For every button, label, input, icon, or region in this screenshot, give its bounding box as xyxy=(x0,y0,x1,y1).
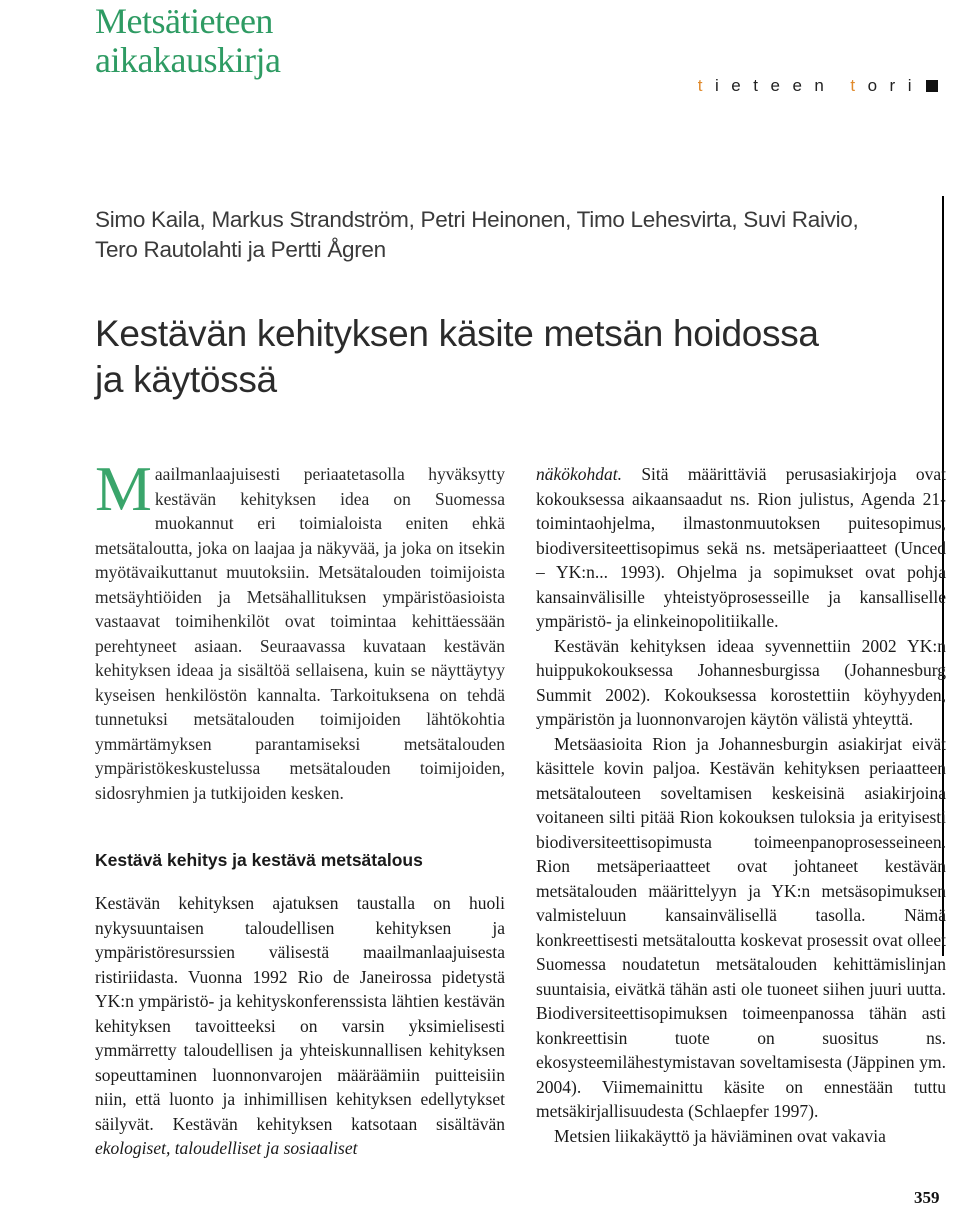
paragraph-1 xyxy=(536,462,946,634)
article-title xyxy=(95,311,935,403)
page-number: 359 xyxy=(914,1188,940,1207)
authors-line2: Tero Rautolahti ja Pertti Ågren xyxy=(95,237,386,262)
body-paragraph xyxy=(95,891,505,1161)
lead-paragraph xyxy=(95,453,505,805)
section-tag-t2: t xyxy=(850,76,868,95)
title-line1: Kestävän kehityksen käsite metsän hoidossa xyxy=(95,313,819,354)
square-icon xyxy=(926,80,938,92)
section-tag xyxy=(698,76,938,96)
title-line2: ja käytössä xyxy=(95,359,277,400)
right-column xyxy=(536,462,946,1148)
journal-title xyxy=(95,2,280,80)
body-text: Kestävän kehityksen ajatuksen taustalla on huoli nykysuuntaisen taloudellisen kehityksen ja ympäristöresurssien välisestä maailmanlaajuisesta ristiriidasta. Vuonna 1992 Rio de Janeirossa pidetystä YK:n ympäristö- ja kehityskonferenssista lähtien kestävän kehityksen tavoitteeksi on varsin yksimielisesti ymmärretty taloudellisen ja yhteiskunnallisen kehityksen sopeuttaminen luonnonvarojen määräämiin puitteisiin niin, että luonto ja inhimillisen kehityksen edellytykset säilyvät. Kestävän kehityksen katsotaan sisältävän xyxy=(95,893,505,1134)
journal-title-line1: Metsätieteen xyxy=(95,1,273,41)
left-column xyxy=(95,453,505,1161)
section-heading: Kestävä kehitys ja kestävä metsätalous xyxy=(95,850,423,870)
paragraph-4: Metsien liikakäyttö ja häviäminen ovat vakavia xyxy=(554,1125,886,1146)
paragraph-2: Kestävän kehityksen ideaa syvennettiin 2002 YK:n huippukokouksessa Johannesburgissa (Johannesburg Summit 2002). Kokouksessa korostettiin köyhyyden, ympäristön ja luonnonvarojen käytön välistä yhteyttä. xyxy=(536,635,946,729)
section-tag-mid: ieteen xyxy=(715,76,837,95)
authors-line1: Simo Kaila, Markus Strandström, Petri Heinonen, Timo Lehesvirta, Suvi Raivio, xyxy=(95,207,859,232)
section-tag-t1: t xyxy=(697,76,716,95)
body-italic-text: ekologiset, taloudelliset ja sosiaaliset xyxy=(95,1138,358,1158)
paragraph-1-text: Sitä määrittäviä perusasiakirjoja ovat kokouksessa aikaansaadut ns. Rion julistus, Agenda 21-toimintaohjelma, ilmastonmuutoksen puitesopimus, biodiversiteettisopimus sekä ns. metsäperiaatteet (Unced – YK:n... 1993). Ohjelma ja sopimukset ovat pohja kansainvälisille yhteistyöprosesseille ja kansalliselle ympäristö- ja elinkeinopolitiikalle. xyxy=(536,464,946,631)
paragraph-1-italic: näkökohdat. xyxy=(536,464,623,484)
journal-title-line2: aikakauskirja xyxy=(95,40,281,80)
section-tag-end: ori xyxy=(867,76,924,95)
article-authors xyxy=(95,205,935,265)
drop-cap: M xyxy=(95,453,152,524)
paragraph-3: Metsäasioita Rion ja Johannesburgin asiakirjat eivät käsittele kovin paljoa. Kestävän kehityksen periaatteen metsätalouteen soveltamisen keskeisinä asiakirjoina voitaneen silti pitää Rion kokouksen tuloksia ja erityisesti biodiversiteettisopimusta toimeenpanoprosesseineen. Rion metsäperiaatteet ovat johtaneet kestävän metsätalouden määrittelyyn ja YK:n metsäsopimuksen valmisteluun kansainvälisellä tasolla. Nämä konkreettisesti metsätaloutta koskevat prosessit ovat olleet Suomessa noudatetun metsätalouden kehittämislinjan suuntaisia, eivätkä tähän asti ole tuoneet siihen juuri uutta. Biodiversiteettisopimuksen toimeenpanossa tähän asti konkreettisin tuote on suositus ns. ekosysteemilähestymistavan soveltamisesta (Jäppinen ym. 2004). Viimemainittu käsite on ennestään tuttu metsäkirjallisuudesta (Schlaepfer 1997). xyxy=(536,733,946,1121)
lead-text: aailmanlaajuisesti periaatetasolla hyväksytty kestävän kehityksen idea on Suomessa muokannut eri toimialoista eniten ehkä metsätaloutta, joka on laajaa ja näkyvää, ja joka on itsekin myötävaikuttanut muutoksiin. Metsätalouden toimijoista metsäyhtiöiden ja Metsähallituksen ympäristöasioista vastaavat toimihenkilöt ovat toimintaa kehittäessään perehtyneet asiaan. Seuraavassa kuvataan kestävän kehityksen ideaa ja sisältöä sellaisena, kuin se näyttäytyy kyseisen henkilöstön kannalta. Tarkoituksena on tehdä tunnetuksi metsätalouden toimijoiden lähtökohtia ymmärtämyksen parantamiseksi metsätalouden ympäristökeskustelussa metsätalouden toimijoiden, sidosryhmien ja tutkijoiden kesken. xyxy=(95,464,505,803)
